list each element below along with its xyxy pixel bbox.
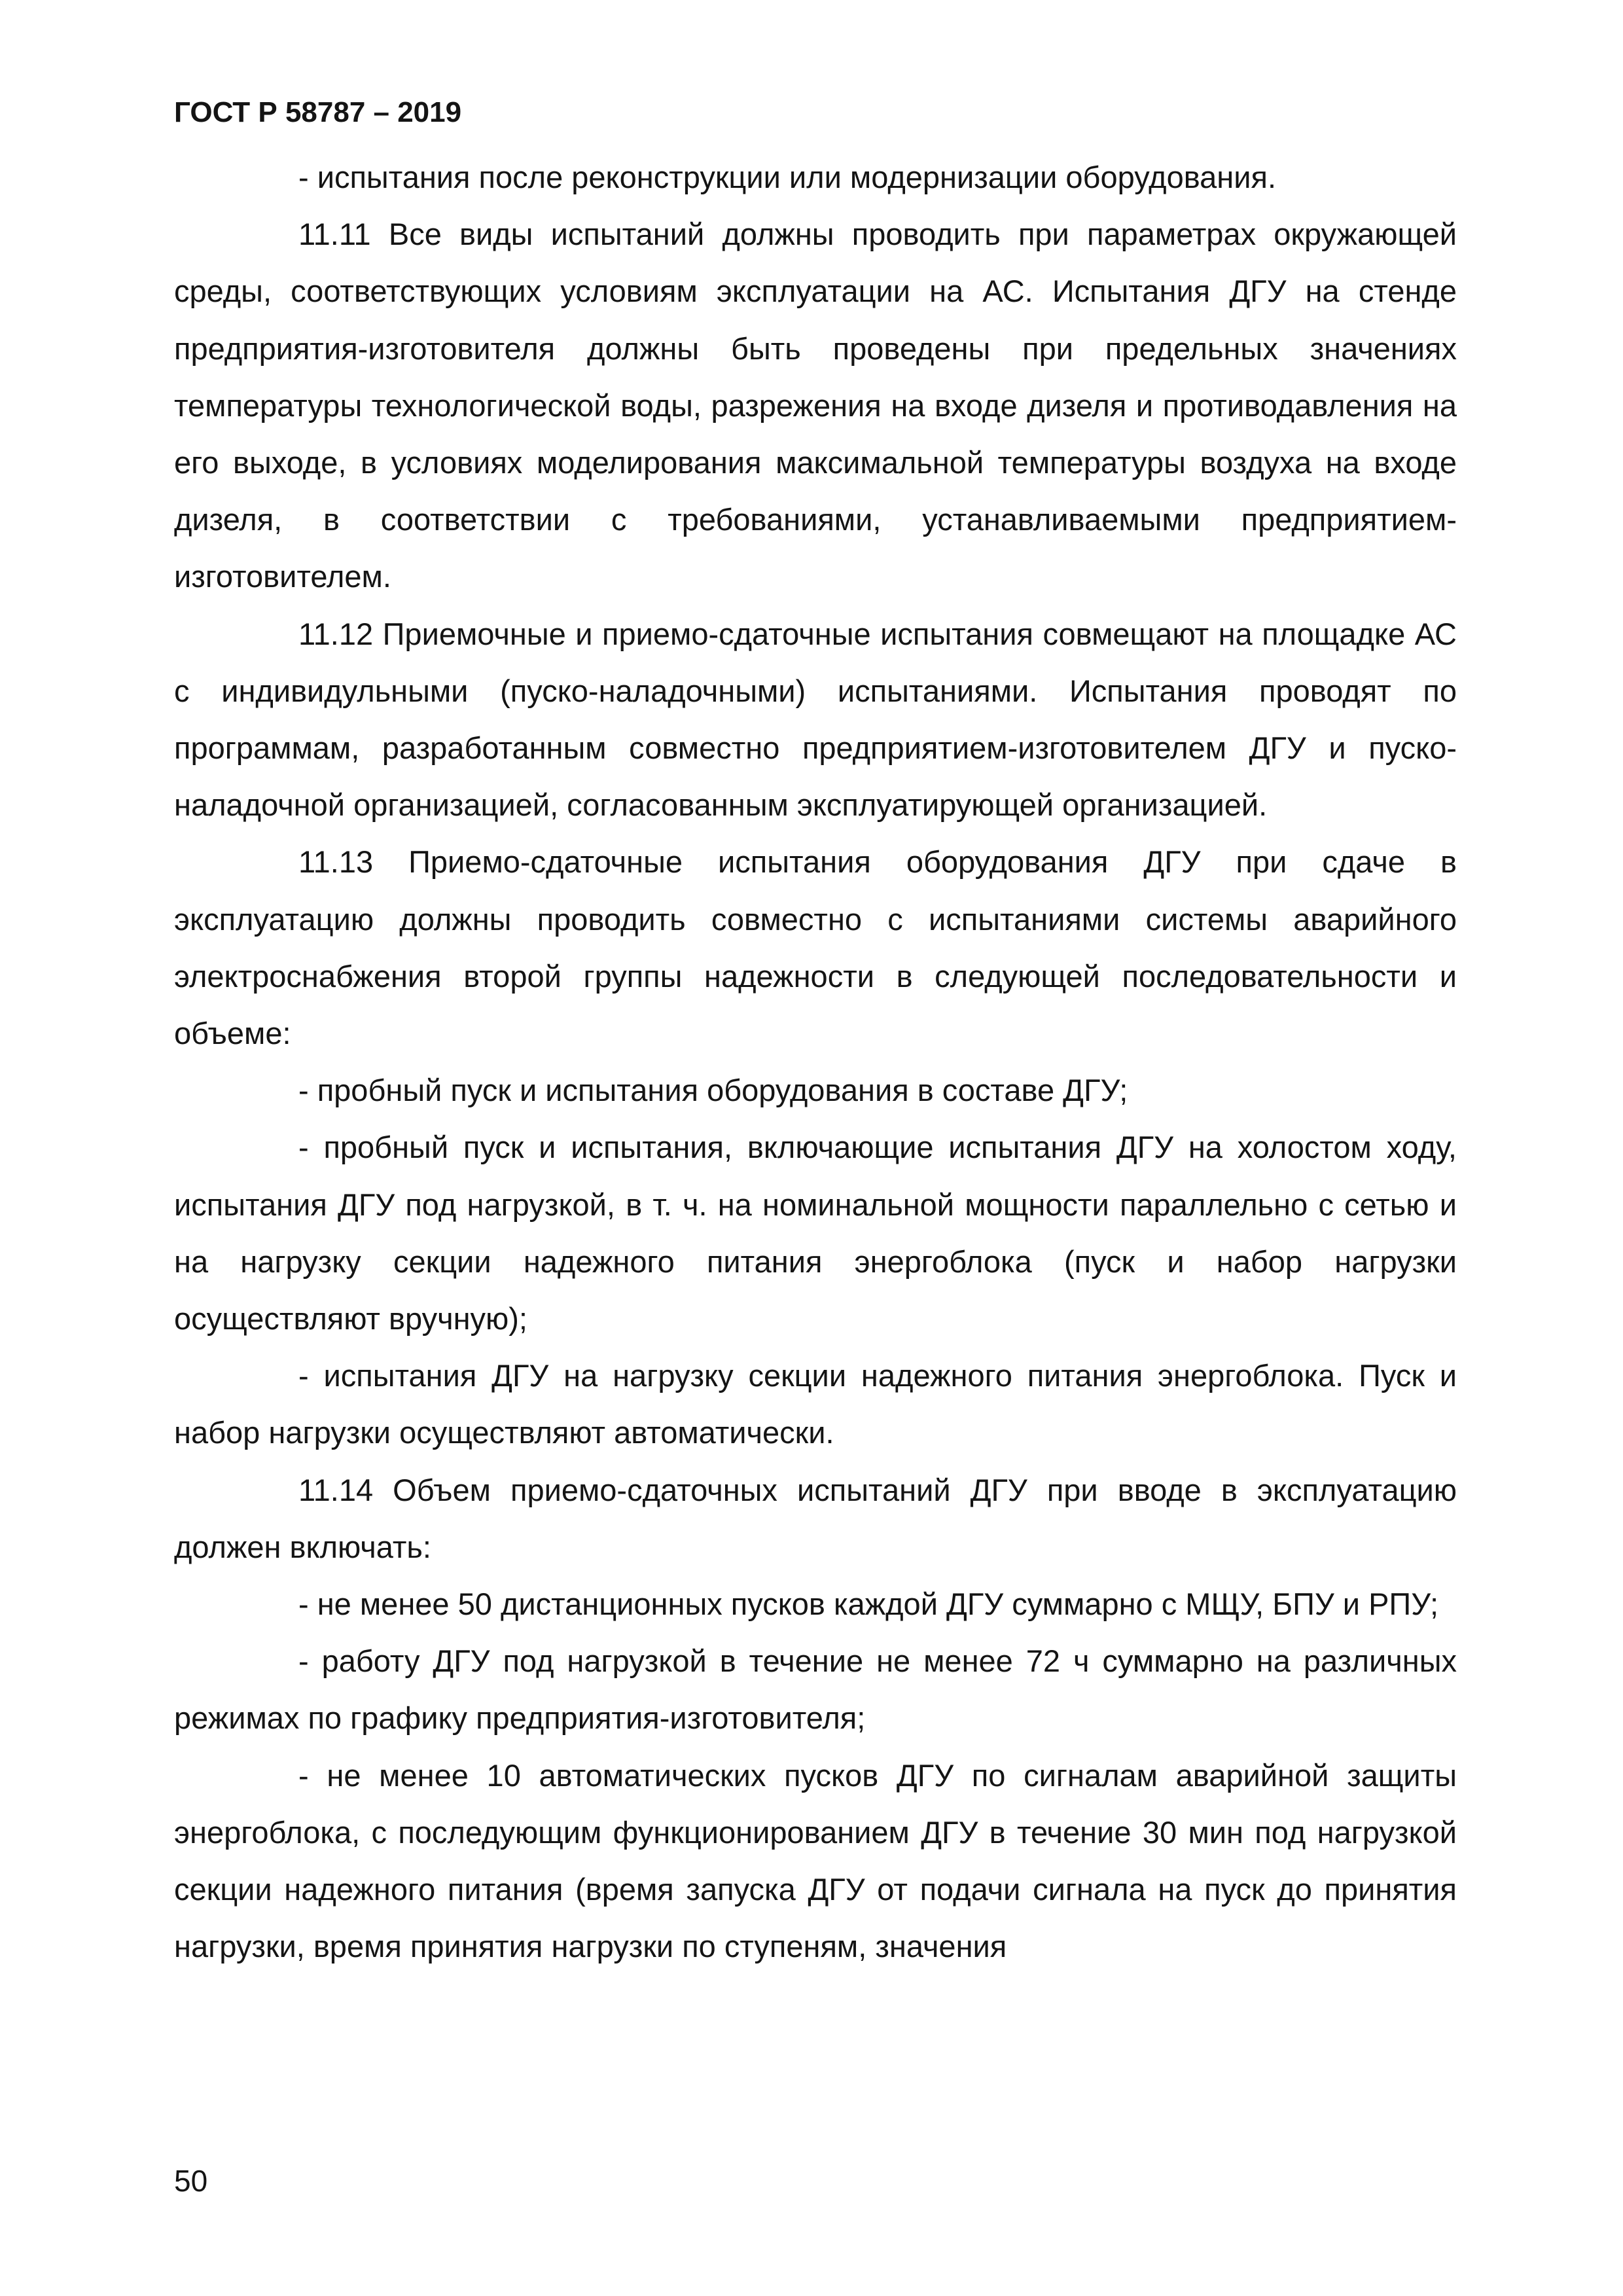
paragraph-clause-11-11: 11.11 Все виды испытаний должны проводить при параметрах окружающей среды, соответствующих условиям эксплуатации на АС. Испытания ДГУ на стенде предприятия-изготовителя должны быть проведены при предельных значениях температуры технологической воды, разрежения на входе дизеля и противодавления на его выходе, в условиях моделирования максимальной температуры воздуха на входе дизеля, в соответствии с требованиями, устанавливаемыми предприятием-изготовителем. xyxy=(174,217,1457,594)
paragraph-item-reconstruction-tests: - испытания после реконструкции или модернизации оборудования. xyxy=(298,160,1277,194)
page-number: 50 xyxy=(174,2164,208,2198)
paragraph-item-load-operation: - работу ДГУ под нагрузкой в течение не менее 72 ч суммарно на различных режимах по графику предприятия-изготовителя; xyxy=(174,1643,1457,1736)
paragraph-item-trial-start: - пробный пуск и испытания оборудования в составе ДГУ; xyxy=(298,1073,1128,1108)
paragraph-clause-11-13: 11.13 Приемо-сдаточные испытания оборудования ДГУ при сдаче в эксплуатацию должны проводить совместно с испытаниями системы аварийного электроснабжения второй группы надежности в следующей последовательности и объеме: xyxy=(174,844,1457,1051)
paragraph-item-automatic-starts: - не менее 10 автоматических пусков ДГУ по сигналам аварийной защиты энергоблока, с последующим функционированием ДГУ в течение 30 мин под нагрузкой секции надежного питания (время запуска ДГУ от подачи сигнала на пуск до принятия нагрузки, время принятия нагрузки по ступеням, значения xyxy=(174,1757,1457,1964)
paragraph-item-remote-starts: - не менее 50 дистанционных пусков каждой ДГУ суммарно с МЩУ, БПУ и РПУ; xyxy=(298,1587,1439,1622)
paragraph-item-idle-and-load-tests: - пробный пуск и испытания, включающие испытания ДГУ на холостом ходу, испытания ДГУ под нагрузкой, в т. ч. на номинальной мощности параллельно с сетью и на нагрузку секции надежного питания энергоблока (пуск и набор нагрузки осуществляют вручную); xyxy=(174,1130,1457,1336)
paragraph-clause-11-14: 11.14 Объем приемо-сдаточных испытаний ДГУ при вводе в эксплуатацию должен включать: xyxy=(174,1472,1457,1564)
paragraph-item-automatic-load-tests: - испытания ДГУ на нагрузку секции надежного питания энергоблока. Пуск и набор нагрузки осуществляют автоматически. xyxy=(174,1358,1457,1450)
document-header: ГОСТ Р 58787 – 2019 xyxy=(174,96,462,128)
document-body xyxy=(174,149,1457,1975)
paragraph-clause-11-12: 11.12 Приемочные и приемо-сдаточные испытания совмещают на площадке АС с индивидульными (пуско-наладочными) испытаниями. Испытания проводят по программам, разработанным совместно предприятием-изготовителем ДГУ и пуско-наладочной организацией, согласованным эксплуатирующей организацией. xyxy=(174,616,1457,823)
